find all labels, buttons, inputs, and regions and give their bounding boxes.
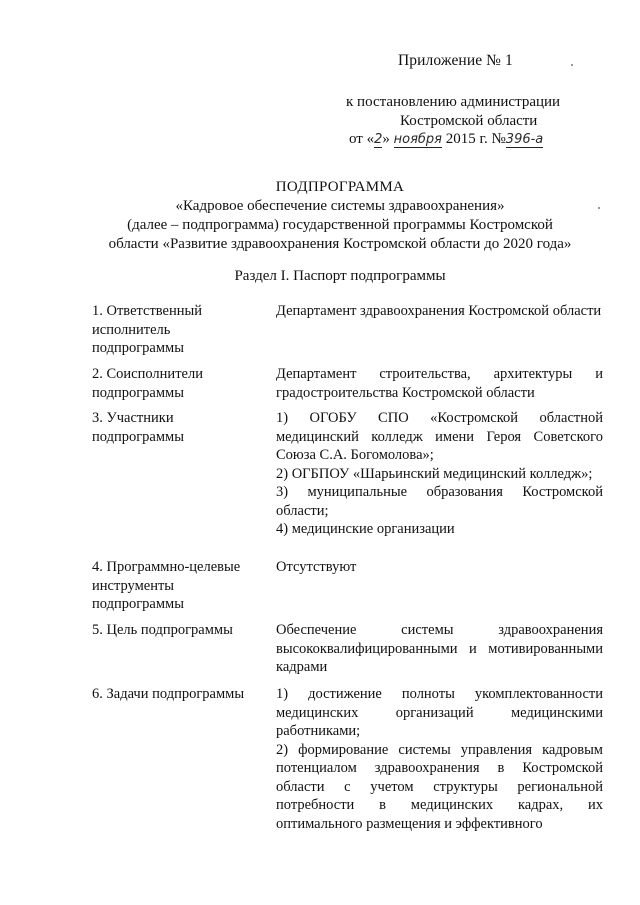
appendix-number: Приложение № 1 [398, 52, 513, 69]
title-line-3: (далее – подпрограмма) государственной программы Костромской [127, 217, 553, 233]
passport-value [276, 302, 603, 321]
passport-value-line: 1) ОГОБУ СПО «Костромской областной медицинский колледж имени Героя Советского Союза С.А. Богомолова»; [276, 410, 603, 463]
decree-line-2: Костромской области [400, 112, 538, 129]
subprogram-name: «Кадровое обеспечение системы здравоохранения» [175, 198, 505, 214]
document-title: ПОДПРОГРАММА [275, 179, 405, 195]
section-title: Раздел I. Паспорт подпрограммы [234, 268, 446, 284]
title-line-4: области «Развитие здравоохранения Костромской области до 2020 года» [108, 236, 572, 252]
decree-reference [346, 93, 586, 150]
passport-value-line: Обеспечение системы здравоохранения высококвалифицированными и мотивированными кадрами [276, 622, 603, 675]
scan-speck [598, 207, 600, 209]
passport-value-line: 2) формирование системы управления кадровым потенциалом здравоохранения в Костромской области с учетом структуры региональной потребности в медицинских кадрах, их оптимального размещения и эффективного [276, 741, 603, 832]
scan-speck [571, 64, 573, 66]
decree-day: 2 [374, 132, 383, 147]
passport-value [276, 621, 603, 677]
decree-mid: » [382, 131, 390, 147]
passport-value [276, 685, 603, 833]
passport-value [276, 365, 603, 402]
decree-date-line [346, 130, 586, 150]
passport-value-line: 4) медицинские организации [276, 521, 455, 537]
decree-prefix: от « [349, 131, 375, 147]
decree-year: 2015 г. № [445, 131, 506, 147]
passport-label: 1. Ответственный исполнитель подпрограммы [92, 303, 203, 356]
passport-value-line: Департамент строительства, архитектуры и градостроительства Костромской области [276, 366, 603, 401]
passport-value [276, 409, 603, 539]
passport-label: 2. Соисполнители подпрограммы [92, 366, 203, 401]
passport-label: 6. Задачи подпрограммы [92, 686, 245, 702]
passport-value-line: 2) ОГБПОУ «Шарьинский медицинский колледж»; [276, 465, 593, 482]
passport-label: 3. Участники подпрограммы [92, 410, 184, 445]
passport-value [276, 558, 603, 577]
passport-value-line: Отсутствуют [276, 559, 357, 575]
decree-month: ноября [393, 132, 443, 147]
passport-label: 4. Программно-целевые инструменты подпрограммы [92, 559, 241, 612]
decree-line-1: к постановлению администрации [346, 94, 561, 110]
passport-value-line: 1) достижение полноты укомплектованности медицинских организаций медицинскими работниками; [276, 686, 603, 739]
decree-number: 396-а [505, 132, 544, 147]
passport-value-line: 3) муниципальные образования Костромской области; [276, 484, 603, 519]
passport-label: 5. Цель подпрограммы [92, 622, 233, 638]
passport-value-line: Департамент здравоохранения Костромской области [276, 303, 602, 319]
